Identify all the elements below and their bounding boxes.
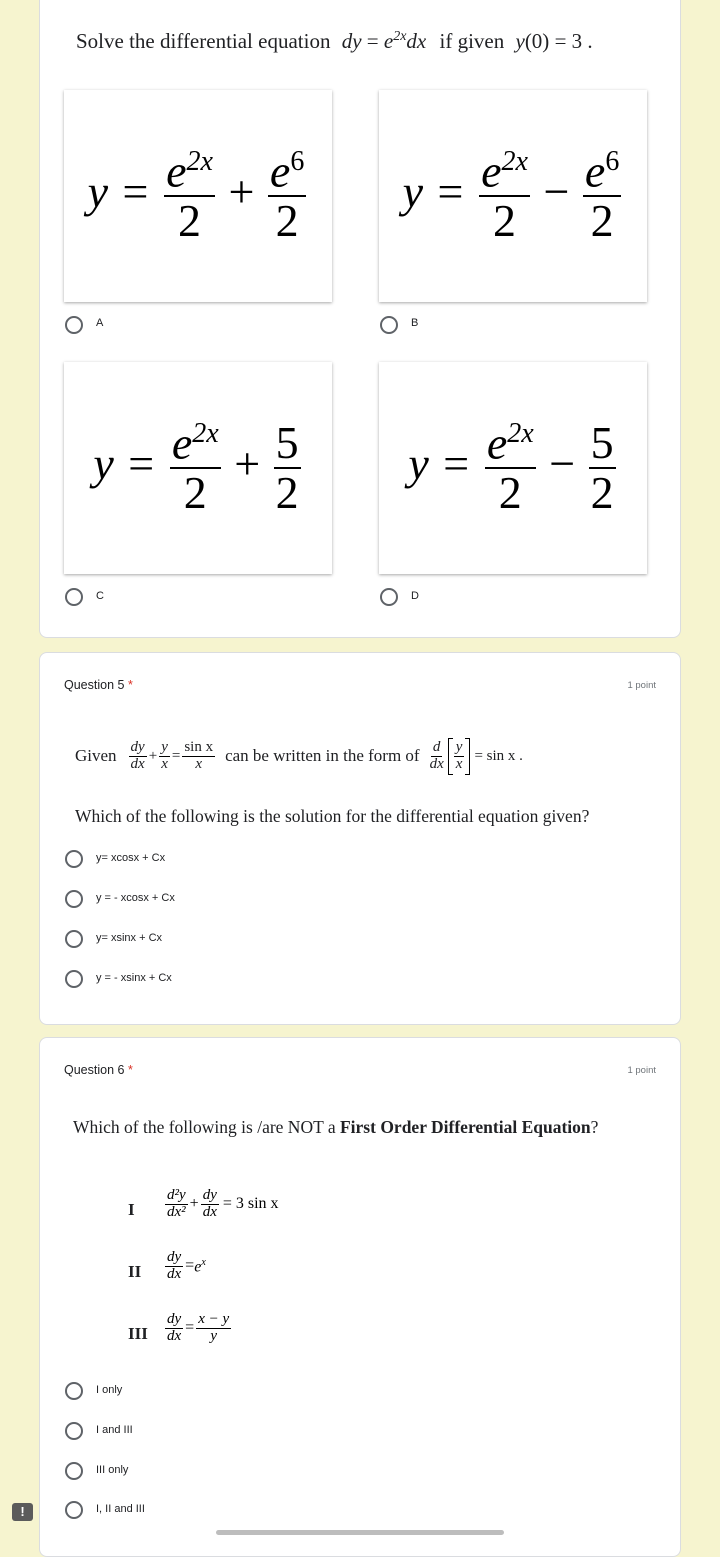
- q5-option-1-label: y= xcosx + Cx: [96, 852, 166, 864]
- q6-option-2-radio[interactable]: [65, 1422, 83, 1440]
- equation-iii: $\frac{dy}{dx}$ = $\frac{x - y}{y}$: [167, 1311, 230, 1344]
- option-b-radio[interactable]: [380, 316, 398, 334]
- y-equals: y =: [402, 165, 466, 217]
- horizontal-scrollbar[interactable]: [216, 1530, 504, 1535]
- y-equals: y =: [87, 165, 151, 217]
- q5-option-4-label: y = - xsinx + Cx: [96, 972, 172, 984]
- q5-option-2-radio[interactable]: [65, 890, 83, 908]
- q5-option-1-radio[interactable]: [65, 850, 83, 868]
- question-4-prompt: Solve the differential equation dy = $e^{2x}dx$ if given y(0) = 3 .: [76, 29, 593, 53]
- q5-option-3-label: y= xsinx + Cx: [96, 932, 163, 944]
- y-equals: y =: [408, 437, 472, 489]
- option-c-radio[interactable]: [65, 588, 83, 606]
- q6-option-1-label: I only: [96, 1384, 123, 1396]
- option-c-label: C: [96, 590, 104, 602]
- question-5-equation: Given $\frac{dy}{dx}$ + $\frac{y}{x}$ = $\frac{\text{sin x}}{x}$ can be written in the form of $\frac{d}{dx}$ $\frac{y}{x}$ = sin x .: [75, 738, 523, 775]
- q6-option-3-radio[interactable]: [65, 1462, 83, 1480]
- roman-ii: II: [128, 1262, 142, 1281]
- question-5-title: Question 5 *: [64, 678, 133, 692]
- q5-option-3-radio[interactable]: [65, 930, 83, 948]
- equation-i: $\frac{\text{d²y}}{\text{dx²}}$ + $\frac{dy}{dx}$ = 3 sin x: [167, 1187, 279, 1220]
- q6-option-2-label: I and III: [96, 1424, 133, 1436]
- option-d-radio[interactable]: [380, 588, 398, 606]
- option-b-label: B: [411, 317, 419, 329]
- question-6-title: Question 6 *: [64, 1063, 133, 1077]
- option-c-image[interactable]: y = $\frac{e^{2x}}{2}$ + $\frac{5}{2}$: [64, 362, 332, 574]
- q5-option-2-label: y = - xcosx + Cx: [96, 892, 175, 904]
- option-d-image[interactable]: y = $\frac{e^{2x}}{2}$ − $\frac{5}{2}$: [379, 362, 647, 574]
- alert-icon[interactable]: !: [12, 1503, 33, 1521]
- q6-option-3-label: III only: [96, 1464, 129, 1476]
- option-a-label: A: [96, 317, 104, 329]
- roman-iii: III: [128, 1324, 148, 1343]
- equation-ii: $\frac{dy}{dx}$ = $e^x$: [167, 1249, 206, 1282]
- question-5-question: Which of the following is the solution for the differential equation given?: [75, 806, 590, 826]
- option-d-label: D: [411, 590, 419, 602]
- q5-option-4-radio[interactable]: [65, 970, 83, 988]
- q6-option-4-label: I, II and III: [96, 1503, 145, 1515]
- option-b-image[interactable]: y = $\frac{e^{2x}}{2}$ − $\frac{e^6}{2}$: [379, 90, 647, 302]
- question-6-points: 1 point: [627, 1065, 656, 1076]
- option-a-image[interactable]: y = $\frac{e^{2x}}{2}$ + $\frac{e^6}{2}$: [64, 90, 332, 302]
- required-star: *: [127, 1063, 133, 1077]
- required-star: *: [127, 678, 133, 692]
- question-6-question: Which of the following is /are NOT a First Order Differential Equation?: [73, 1117, 599, 1137]
- question-6-card: [39, 1037, 681, 1557]
- y-equals: y =: [93, 437, 157, 489]
- question-5-card: [39, 652, 681, 1025]
- question-5-points: 1 point: [627, 680, 656, 691]
- q6-option-4-radio[interactable]: [65, 1501, 83, 1519]
- option-a-radio[interactable]: [65, 316, 83, 334]
- roman-i: I: [128, 1200, 135, 1219]
- q6-option-1-radio[interactable]: [65, 1382, 83, 1400]
